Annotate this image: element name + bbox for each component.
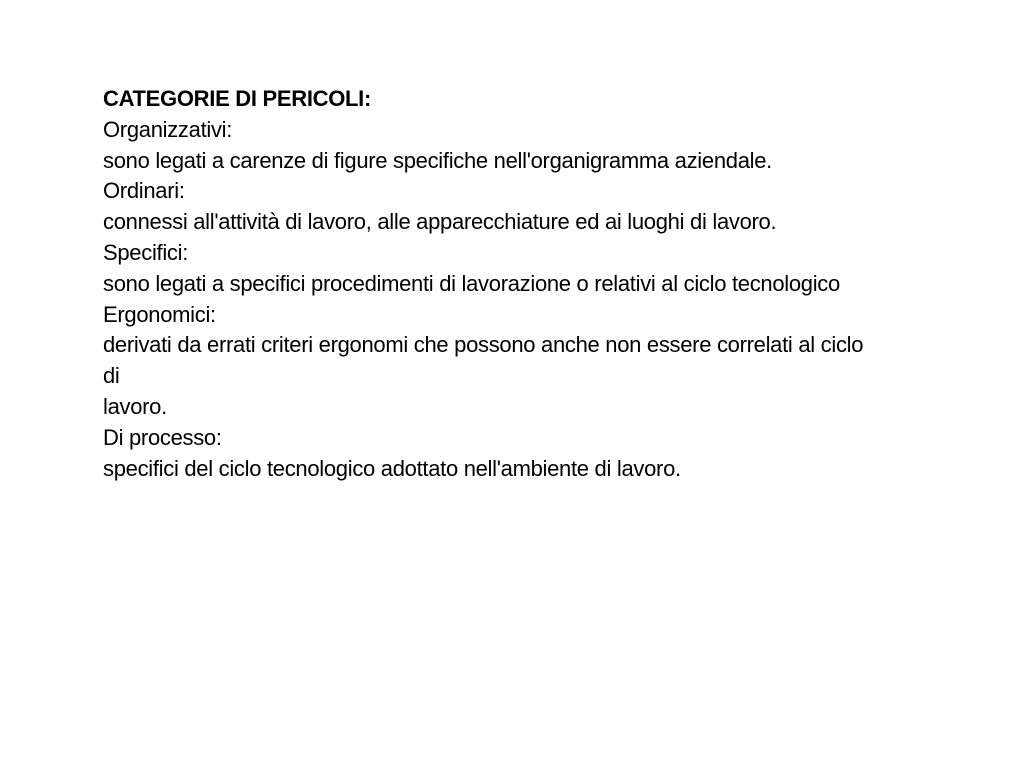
slide-text-line: sono legati a carenze di figure specifiche nell'organigramma aziendale. <box>103 147 772 173</box>
slide-text-line: sono legati a specifici procedimenti di lavorazione o relativi al ciclo tecnologico <box>103 270 840 296</box>
slide-text-line: Ergonomici: <box>103 301 216 327</box>
slide-text-line: derivati da errati criteri ergonomi che possono anche non essere correlati al ciclo <box>103 332 864 358</box>
slide-text-line: di <box>103 363 120 389</box>
slide-text-block <box>103 84 973 484</box>
slide-text-line: specifici del ciclo tecnologico adottato nell'ambiente di lavoro. <box>103 455 681 481</box>
slide-heading: CATEGORIE DI PERICOLI: <box>103 86 372 111</box>
slide-text-line: Organizzativi: <box>103 116 233 142</box>
slide-text-line: lavoro. <box>103 393 167 419</box>
slide-text-line: Specifici: <box>103 239 189 265</box>
slide-text-line: Ordinari: <box>103 178 185 204</box>
slide-text-line: Di processo: <box>103 424 222 450</box>
slide-text-line: connessi all'attività di lavoro, alle apparecchiature ed ai luoghi di lavoro. <box>103 209 777 235</box>
